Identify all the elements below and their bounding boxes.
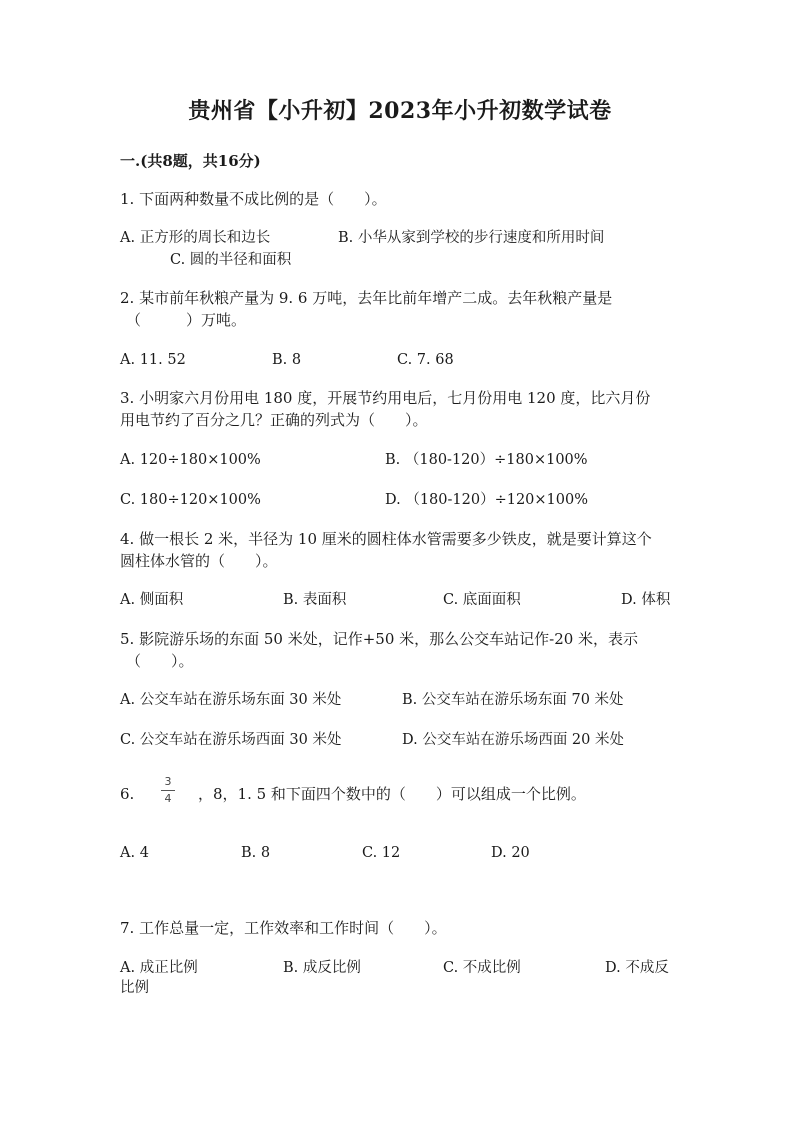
question-5-stem-line-2: （ ）。 [126,652,194,670]
question-4-stem-line-2: 圆柱体水管的（ ）。 [120,552,278,570]
page-title: 贵州省【小升初】2023年小升初数学试卷 [188,98,612,124]
question-7-option-b: B. 成反比例 [283,960,361,976]
question-4-option-c: C. 底面面积 [443,592,521,608]
question-5-stem-line-1: 5. 影院游乐场的东面 50 米处，记作+50 米，那么公交车站记作-20 米，表示 [120,630,639,648]
question-2-option-c: C. 7. 68 [397,352,454,368]
question-6-number: 6. [120,785,135,803]
question-4-stem-line-1: 4. 做一根长 2 米，半径为 10 厘米的圆柱体水管需要多少铁皮，就是要计算这个 [120,530,652,548]
question-1-option-b: B. 小华从家到学校的步行速度和所用时间 [338,230,605,246]
fraction-numerator: 3 [164,775,172,788]
question-7-stem: 7. 工作总量一定，工作效率和工作时间（ ）。 [120,919,447,937]
question-4-option-a: A. 侧面积 [120,592,184,608]
question-6-option-d: D. 20 [491,845,530,861]
question-5-option-d: D. 公交车站在游乐场西面 20 米处 [402,732,624,748]
question-1-option-c: C. 圆的半径和面积 [170,252,292,268]
fraction-bar [161,790,175,791]
question-4-option-d: D. 体积 [621,592,671,608]
question-1-option-a: A. 正方形的周长和边长 [120,230,271,246]
question-6-option-b: B. 8 [241,845,271,861]
question-3-option-b: B. （180-120）÷180×100% [385,452,588,468]
question-5-option-a: A. 公交车站在游乐场东面 30 米处 [120,692,342,708]
question-7-option-d-line-2: 比例 [120,980,149,996]
fraction-denominator: 4 [164,792,172,805]
question-3-option-d: D. （180-120）÷120×100% [385,492,589,508]
question-6-option-c: C. 12 [362,845,401,861]
question-7-option-a: A. 成正比例 [120,960,198,976]
question-3-stem-line-2: 用电节约了百分之几？正确的列式为（ ）。 [120,411,428,429]
question-3-option-a: A. 120÷180×100% [120,452,261,468]
question-2-option-b: B. 8 [272,352,302,368]
question-2-stem-line-1: 2. 某市前年秋粮产量为 9. 6 万吨，去年比前年增产二成。去年秋粮产量是 [120,289,613,307]
section-heading: 一.(共8题，共16分) [120,152,261,170]
question-5-option-b: B. 公交车站在游乐场东面 70 米处 [402,692,624,708]
question-1-stem: 1. 下面两种数量不成比例的是（ ）。 [120,190,387,208]
question-6-stem: ，8，1. 5 和下面四个数中的（ ）可以组成一个比例。 [198,785,586,803]
question-4-option-b: B. 表面积 [283,592,347,608]
question-6-option-a: A. 4 [120,845,149,861]
fraction-three-quarters [160,776,176,805]
question-7-option-d-line-1: D. 不成反 [605,960,669,976]
question-5-option-c: C. 公交车站在游乐场西面 30 米处 [120,732,342,748]
question-2-stem-line-2: （ ）万吨。 [126,311,247,329]
question-3-stem-line-1: 3. 小明家六月份用电 180 度，开展节约用电后，七月份用电 120 度，比六月份 [120,389,651,407]
question-2-option-a: A. 11. 52 [120,352,186,368]
question-7-option-c: C. 不成比例 [443,960,521,976]
question-3-option-c: C. 180÷120×100% [120,492,261,508]
